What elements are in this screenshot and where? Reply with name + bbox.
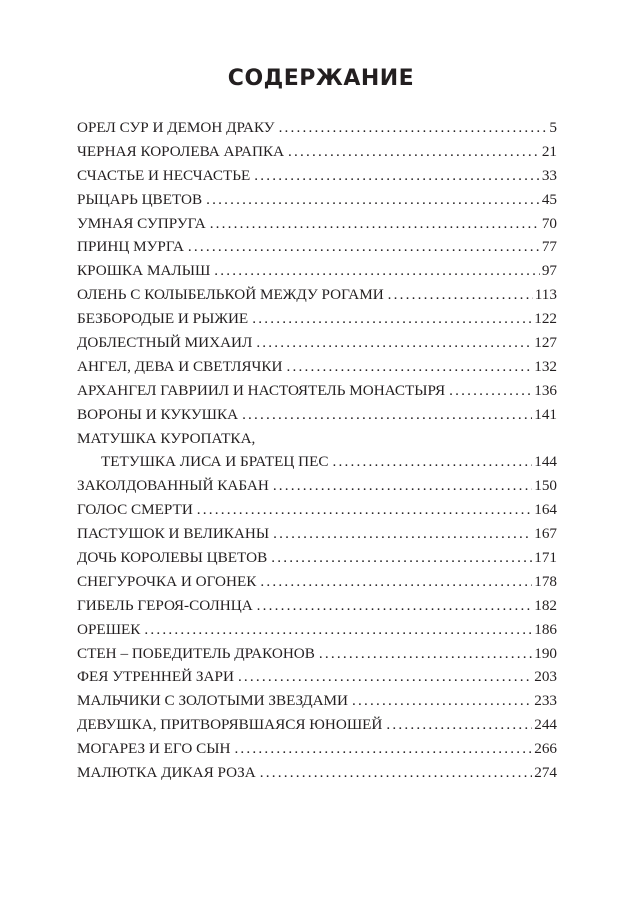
entry-title: ОРЕЛ СУР И ДЕМОН ДРАКУ <box>77 119 275 136</box>
toc-entry[interactable] <box>77 140 557 164</box>
entry-page: 150 <box>534 477 557 495</box>
dot-leader <box>188 235 540 259</box>
dot-leader <box>386 713 532 737</box>
entry-title: ГОЛОС СМЕРТИ <box>77 501 193 519</box>
toc-entry[interactable] <box>77 355 557 379</box>
toc-entry[interactable] <box>77 522 557 546</box>
dot-leader <box>197 498 532 522</box>
entry-page: 113 <box>534 286 557 304</box>
entry-page: 167 <box>534 525 557 543</box>
toc-entry[interactable] <box>77 713 557 737</box>
dot-leader <box>214 259 540 283</box>
entry-title: ДОЧЬ КОРОЛЕВЫ ЦВЕТОВ <box>77 549 268 567</box>
dot-leader <box>273 522 532 546</box>
entry-title: ДЕВУШКА, ПРИТВОРЯВШАЯСЯ ЮНОШЕЙ <box>77 716 383 734</box>
entry-page: 244 <box>534 716 557 734</box>
dot-leader <box>256 331 532 355</box>
dot-leader <box>260 570 532 594</box>
dot-leader <box>286 355 532 379</box>
entry-title: БЕЗБОРОДЫЕ И РЫЖИЕ <box>77 310 249 328</box>
toc-entry[interactable] <box>77 761 557 785</box>
entry-page: 266 <box>534 740 557 758</box>
entry-title: ГИБЕЛЬ ГЕРОЯ-СОЛНЦА <box>77 596 253 614</box>
entry-title: ПАСТУШОК И ВЕЛИКАНЫ <box>77 525 270 543</box>
entry-title: УМНАЯ СУПРУГА <box>77 214 206 232</box>
toc-entry[interactable] <box>77 188 557 212</box>
entry-page: 203 <box>534 668 557 686</box>
toc-entry[interactable] <box>77 164 557 188</box>
dot-leader <box>252 307 532 331</box>
dot-leader <box>273 474 532 498</box>
entry-page: 136 <box>534 381 557 399</box>
entry-title: ЗАКОЛДОВАННЫЙ КАБАН <box>77 477 269 495</box>
toc-entry[interactable] <box>77 642 557 666</box>
entry-title: ФЕЯ УТРЕННЕЙ ЗАРИ <box>77 668 234 686</box>
toc-entry[interactable] <box>77 689 557 713</box>
entry-page: 5 <box>549 119 557 136</box>
dot-leader <box>242 403 532 427</box>
dot-leader <box>388 283 533 307</box>
toc-entry[interactable] <box>77 665 557 689</box>
entry-page: 190 <box>534 644 557 662</box>
toc-entry[interactable] <box>77 331 557 355</box>
entry-page: 178 <box>534 572 557 590</box>
toc-entry[interactable] <box>77 546 557 570</box>
toc-entry[interactable] <box>77 498 557 522</box>
dot-leader <box>271 546 532 570</box>
toc-entry[interactable] <box>77 570 557 594</box>
toc-entry[interactable] <box>77 594 557 618</box>
entry-page: 122 <box>534 310 557 328</box>
toc-entry[interactable] <box>77 618 557 642</box>
entry-page: 127 <box>534 334 557 352</box>
entry-page: 171 <box>534 549 557 567</box>
page-title: СОДЕРЖАНИЕ <box>227 66 415 91</box>
dot-leader <box>144 618 532 642</box>
dot-leader <box>206 188 540 212</box>
entry-page: 164 <box>534 501 557 519</box>
entry-page: 144 <box>534 453 557 471</box>
entry-page: 233 <box>534 692 557 710</box>
entry-title: РЫЦАРЬ ЦВЕТОВ <box>77 190 203 208</box>
entry-title-line1: МАТУШКА КУРОПАТКА, <box>77 429 256 447</box>
entry-title: СТЕН – ПОБЕДИТЕЛЬ ДРАКОНОВ <box>77 644 315 662</box>
entry-title: ТЕТУШКА ЛИСА И БРАТЕЦ ПЕС <box>101 453 329 471</box>
dot-leader <box>319 642 532 666</box>
entry-title: АНГЕЛ, ДЕВА И СВЕТЛЯЧКИ <box>77 357 283 375</box>
entry-title: ЧЕРНАЯ КОРОЛЕВА АРАПКА <box>77 142 285 160</box>
dot-leader <box>210 212 540 236</box>
entry-page: 21 <box>541 142 557 160</box>
entry-title: СЧАСТЬЕ И НЕСЧАСТЬЕ <box>77 166 251 184</box>
entry-page: 70 <box>541 214 557 232</box>
entry-title: ОРЕШЕК <box>77 620 141 638</box>
toc-entry[interactable] <box>77 235 557 259</box>
toc-entry[interactable] <box>77 379 557 403</box>
entry-title: ОЛЕНЬ С КОЛЫБЕЛЬКОЙ МЕЖДУ РОГАМИ <box>77 286 384 304</box>
entry-title: КРОШКА МАЛЫШ <box>77 262 211 280</box>
dot-leader <box>257 594 533 618</box>
entry-title: ВОРОНЫ И КУКУШКА <box>77 405 239 423</box>
dot-leader <box>279 116 548 140</box>
entry-page: 77 <box>541 238 557 256</box>
entry-page: 141 <box>534 405 557 423</box>
entry-title: АРХАНГЕЛ ГАВРИИЛ И НАСТОЯТЕЛЬ МОНАСТЫРЯ <box>77 381 446 399</box>
entry-title: ДОБЛЕСТНЫЙ МИХАИЛ <box>77 334 253 352</box>
entry-page: 132 <box>534 357 557 375</box>
dot-leader <box>352 689 532 713</box>
table-of-contents <box>77 116 557 785</box>
entry-page: 97 <box>541 262 557 280</box>
dot-leader <box>254 164 540 188</box>
dot-leader <box>333 450 533 474</box>
dot-leader <box>288 140 540 164</box>
toc-entry-first-line[interactable] <box>77 427 557 451</box>
entry-title: МАЛЮТКА ДИКАЯ РОЗА <box>77 764 256 782</box>
entry-title: СНЕГУРОЧКА И ОГОНЕК <box>77 572 257 590</box>
toc-entry[interactable] <box>77 450 557 474</box>
toc-entry[interactable] <box>77 403 557 427</box>
dot-leader <box>449 379 532 403</box>
toc-entry[interactable] <box>77 283 557 307</box>
toc-entry[interactable] <box>77 307 557 331</box>
toc-entry[interactable] <box>77 474 557 498</box>
entry-page: 45 <box>541 190 557 208</box>
entry-page: 274 <box>534 764 557 782</box>
toc-entry[interactable] <box>77 737 557 761</box>
entry-title: МОГАРЕЗ И ЕГО СЫН <box>77 740 231 758</box>
toc-entry[interactable] <box>77 259 557 283</box>
toc-entry[interactable] <box>77 212 557 236</box>
entry-title: МАЛЬЧИКИ С ЗОЛОТЫМИ ЗВЕЗДАМИ <box>77 692 349 710</box>
dot-leader <box>238 665 532 689</box>
toc-entry[interactable] <box>77 116 557 140</box>
entry-page: 182 <box>534 596 557 614</box>
entry-page: 33 <box>541 166 557 184</box>
entry-page: 186 <box>534 620 557 638</box>
dot-leader <box>260 761 533 785</box>
entry-title: ПРИНЦ МУРГА <box>77 238 184 256</box>
dot-leader <box>234 737 532 761</box>
